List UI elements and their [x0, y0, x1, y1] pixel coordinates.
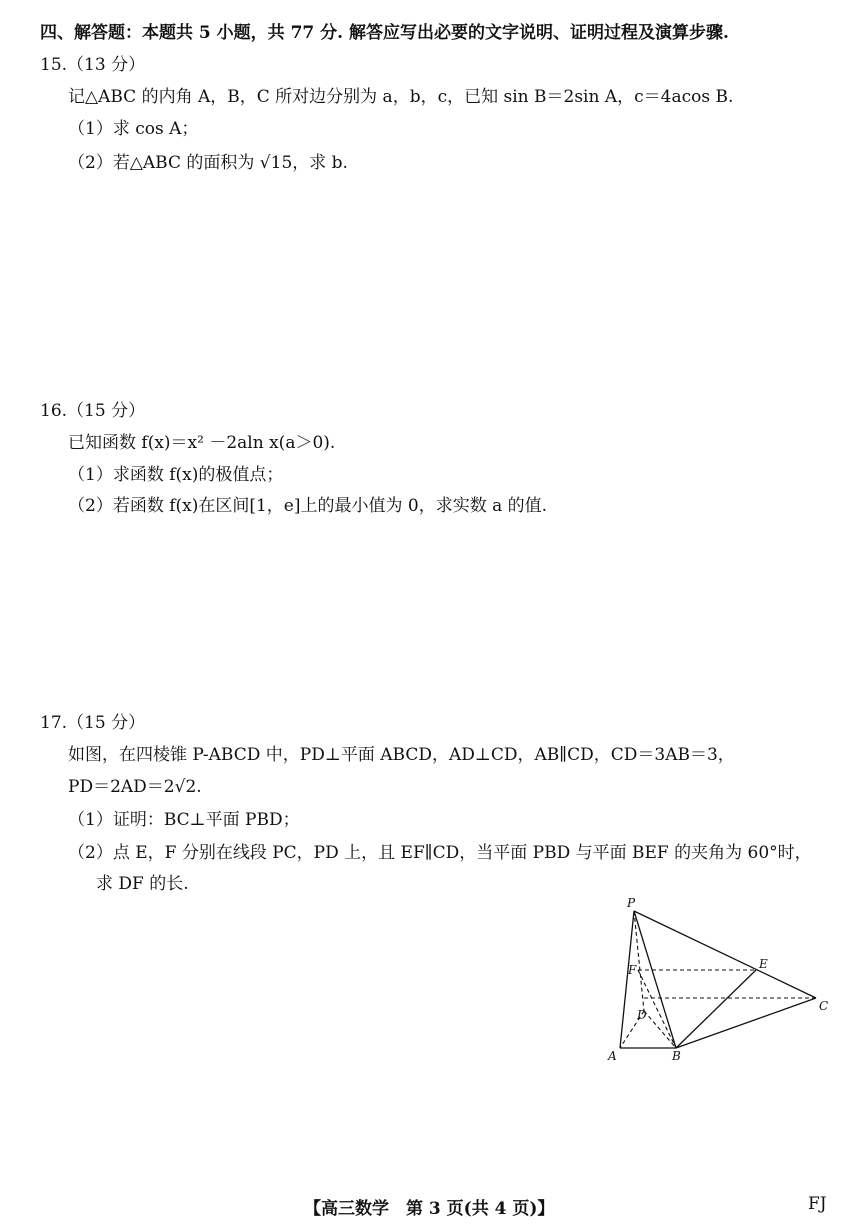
footer-page-title: 【高三数学 第 3 页(共 4 页)】	[304, 1199, 555, 1219]
pyramid-figure	[600, 893, 835, 1071]
segment-be	[676, 970, 756, 1048]
question-15-part-1: （1）求 cos A；	[68, 119, 199, 139]
question-16-part-1: （1）求函数 f(x)的极值点；	[68, 465, 284, 485]
label-c: C	[819, 999, 829, 1013]
section-header: 四、解答题：本题共 5 小题，共 77 分. 解答应写出必要的文字说明、证明过程及演算步骤.	[40, 23, 729, 43]
edge-pc	[634, 911, 816, 998]
label-f: F	[628, 963, 637, 977]
question-16-part-2: （2）若函数 f(x)在区间[1，e]上的最小值为 0，求实数 a 的值.	[68, 496, 548, 516]
edge-db	[644, 1011, 676, 1048]
question-17-stem-continued: PD＝2AD＝2√2.	[68, 777, 202, 797]
question-15-number: 15.（13 分）	[40, 55, 146, 75]
question-17-part-2-continued: 求 DF 的长.	[96, 874, 189, 894]
label-b: B	[672, 1049, 681, 1063]
footer-code: FJ	[808, 1194, 827, 1214]
question-17-number: 17.（15 分）	[40, 713, 146, 733]
question-17-part-2: （2）点 E，F 分别在线段 PC，PD 上，且 EF∥CD，当平面 PBD 与平面 BEF 的夹角为 60°时，	[68, 843, 812, 863]
edge-pb	[634, 911, 676, 1048]
label-p: P	[627, 896, 636, 910]
question-15-stem: 记△ABC 的内角 A，B，C 所对边分别为 a，b，c，已知 sin B＝2sin A，c＝4acos B.	[68, 87, 734, 107]
question-17-part-1: （1）证明：BC⊥平面 PBD；	[68, 810, 300, 830]
label-e: E	[759, 957, 768, 971]
question-17-stem: 如图，在四棱锥 P-ABCD 中，PD⊥平面 ABCD，AD⊥CD，AB∥CD，CD＝3AB＝3，	[68, 745, 735, 765]
question-16-stem: 已知函数 f(x)＝x² －2aln x(a＞0).	[68, 433, 336, 453]
label-a: A	[608, 1049, 617, 1063]
question-16-number: 16.（15 分）	[40, 401, 146, 421]
label-d: D	[637, 1008, 647, 1022]
edge-pa	[620, 911, 634, 1048]
edge-bc	[676, 998, 816, 1048]
question-15-part-2: （2）若△ABC 的面积为 √15，求 b.	[68, 153, 348, 173]
